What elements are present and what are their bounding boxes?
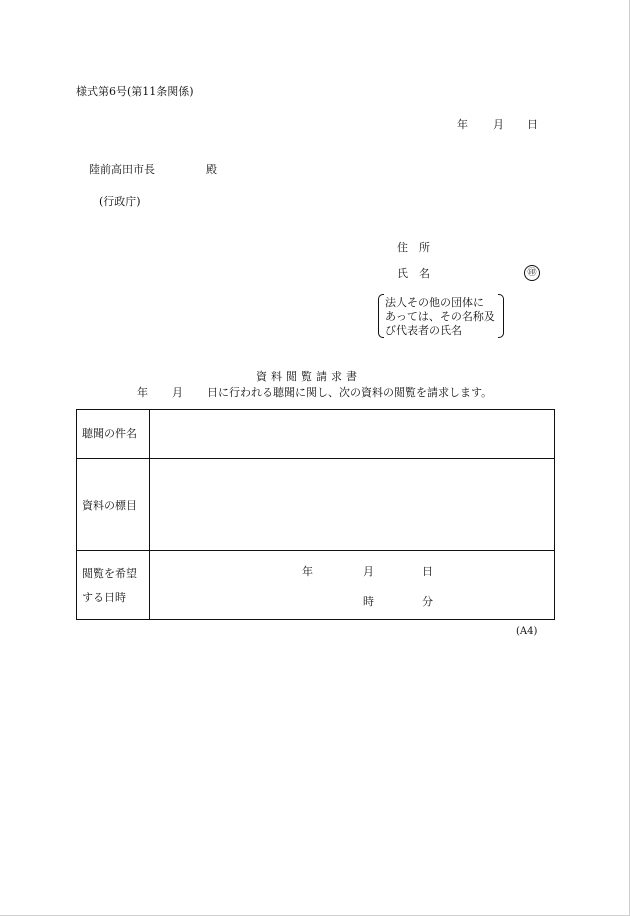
seal-mark: ㊞ xyxy=(524,265,540,281)
addressee-name: 陸前高田市長 xyxy=(89,163,155,176)
left-bracket xyxy=(378,294,384,338)
addressee-department: (行政庁) xyxy=(99,195,141,208)
intro-year: 年 xyxy=(137,386,148,399)
row-label-document-titles: 資料の標目 xyxy=(82,499,137,512)
label-column-divider xyxy=(149,410,150,619)
corporate-note xyxy=(378,294,504,338)
document-title: 資料閲覧請求書 xyxy=(256,370,361,383)
desired-time-hour: 時 xyxy=(363,595,374,608)
header-date-day: 日 xyxy=(527,118,538,131)
row-label-desired-datetime: する日時 xyxy=(82,591,126,604)
right-bracket xyxy=(498,294,504,338)
paper-size-note: (A4) xyxy=(516,626,538,637)
row-label-hearing-subject: 聴聞の件名 xyxy=(82,427,137,440)
addressee-honorific: 殿 xyxy=(206,163,217,176)
desired-date-day: 日 xyxy=(422,565,433,578)
intro-text: 日に行われる聴聞に関し、次の資料の閲覧を請求します。 xyxy=(207,386,493,399)
request-form-table xyxy=(76,409,555,620)
header-date-year: 年 xyxy=(457,118,468,131)
form-number: 様式第6号(第11条関係) xyxy=(76,85,194,98)
requester-name-label: 氏 名 xyxy=(397,267,430,280)
header-date-month: 月 xyxy=(493,118,504,131)
intro-month: 月 xyxy=(172,386,183,399)
row-divider xyxy=(77,550,554,551)
row-label-desired-datetime: 閲覧を希望 xyxy=(82,567,137,580)
corporate-note-line: 法人その他の団体に xyxy=(385,296,484,309)
desired-date-year: 年 xyxy=(302,565,313,578)
requester-address-label: 住 所 xyxy=(397,241,430,254)
desired-date-month: 月 xyxy=(363,565,374,578)
corporate-note-line: あっては、その名称及 xyxy=(385,310,495,323)
desired-time-minute: 分 xyxy=(422,595,433,608)
corporate-note-line: び代表者の氏名 xyxy=(385,324,462,337)
row-divider xyxy=(77,458,554,459)
